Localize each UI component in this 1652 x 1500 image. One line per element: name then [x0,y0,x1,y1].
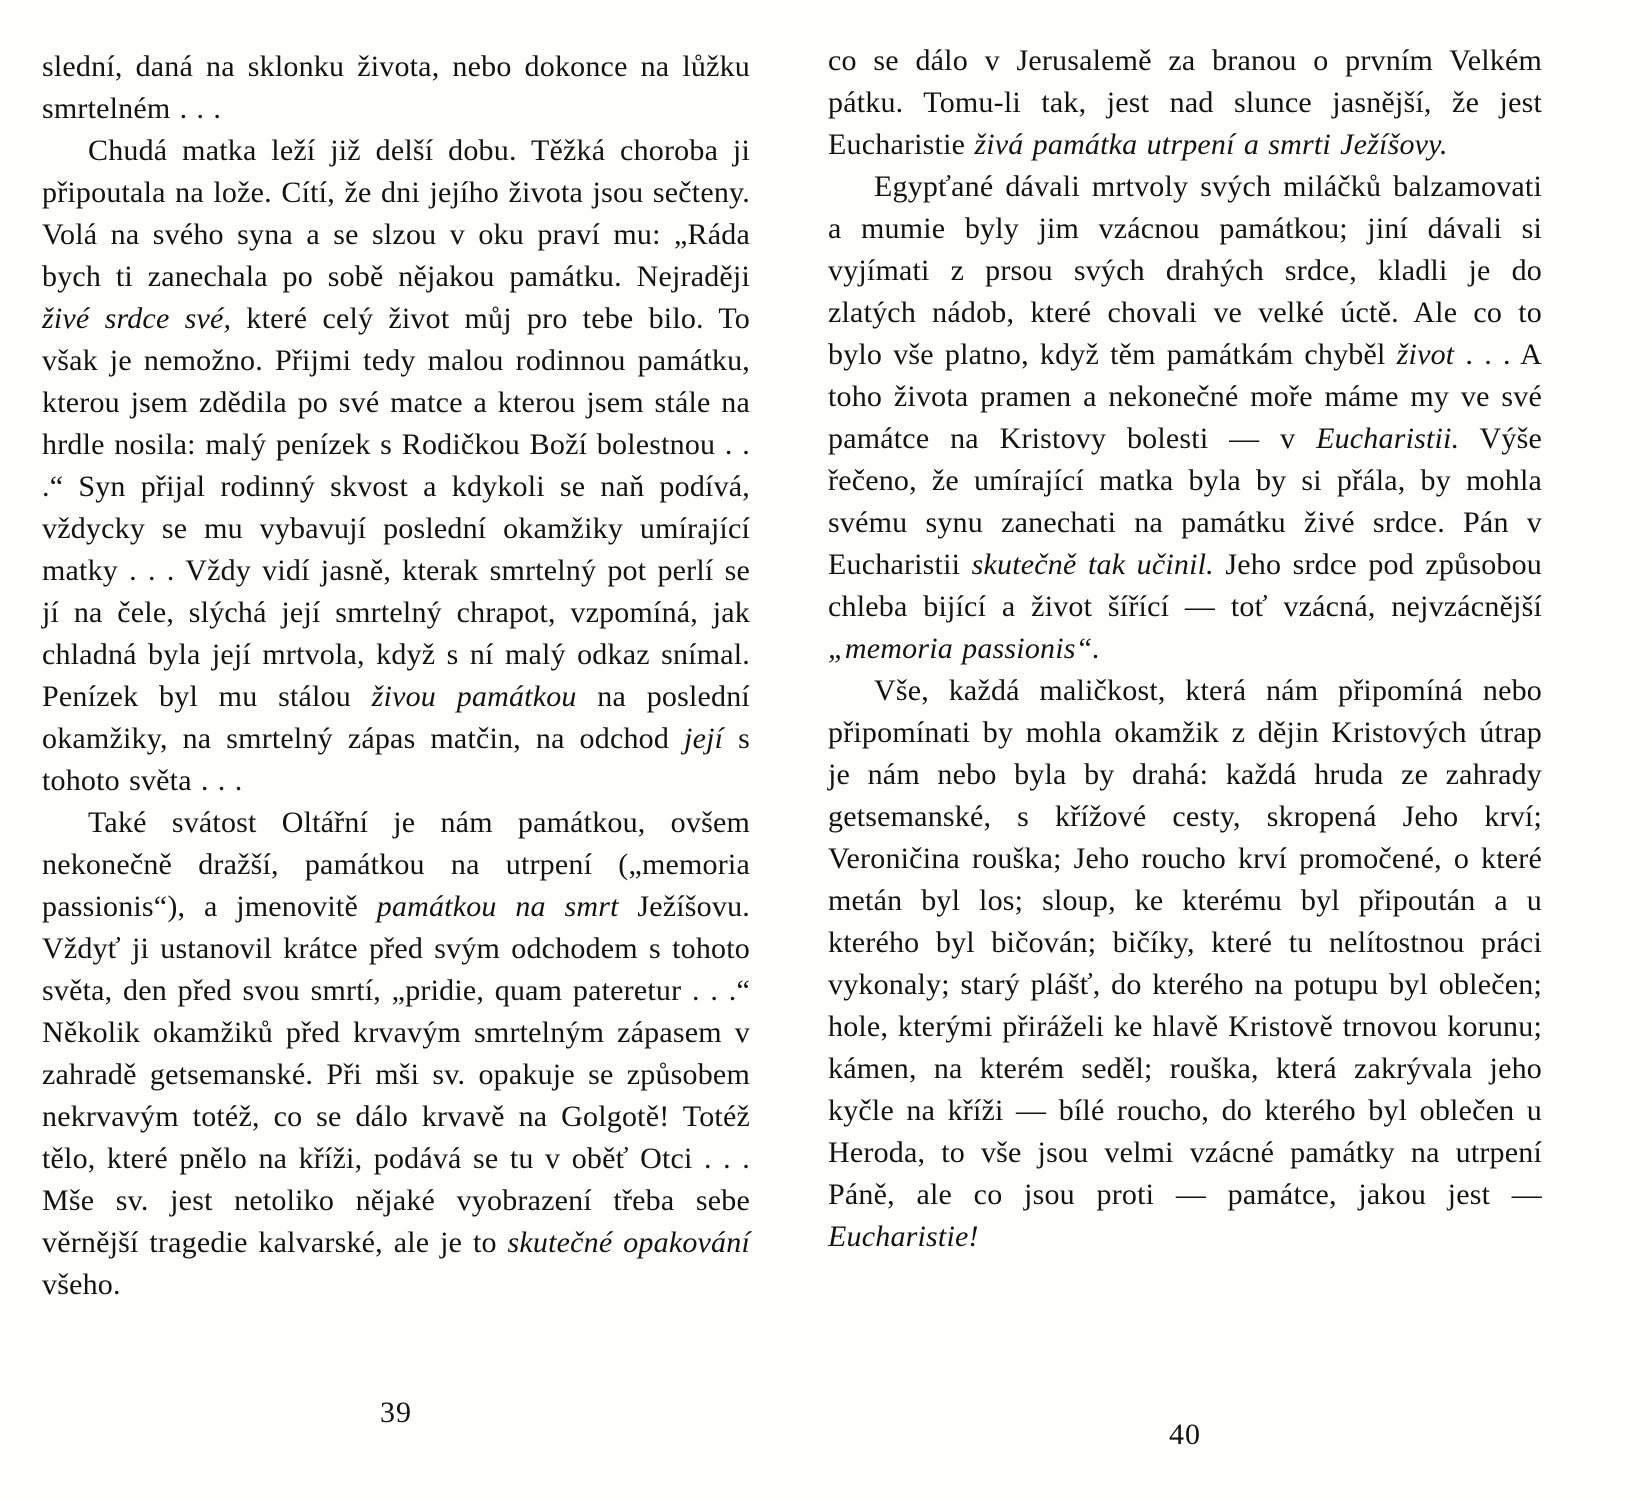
italic-text-run: její [684,722,724,755]
italic-text-run: Eucharistii. [1316,422,1460,455]
paragraph [828,166,1542,670]
text-run: s tohoto světa . . . [42,722,751,797]
italic-text-run: skutečné opakování [507,1226,750,1259]
paragraph [42,46,750,130]
italic-text-run: živá památka utrpení a smrti Ježíšovy. [974,128,1448,161]
text-run: všeho. [42,1268,121,1301]
page-right [828,0,1542,1500]
text-run: Chudá matka leží již delší dobu. Těžká choroba ji připoutala na lože. Cítí, že dni jejího života jsou sečteny. Volá na svého syna a se slzou v oku praví mu: „Ráda bych ti zanechala po sobě nějakou památku. Nejraději [42,134,750,293]
text-run: Jeho srdce pod způsobou chleba bijící a život šířící — toť vzácná, nejvzácnější [828,548,1542,623]
paragraph [42,802,750,1306]
paragraph [828,670,1542,1258]
text-run: Ježíšovu. Vždyť ji ustanovil krátce před svým odchodem s tohoto světa, den před svou smrtí, „pridie, quam pateretur . . .“ Několik okamžiků před krvavým smrtelným zápasem v zahradě getsemanské. Při mši sv. opakuje se způsobem nekrvavým totéž, co se dálo krvavě na Golgotě! Totéž tělo, které pnělo na kříži, podává se tu v oběť Otci . . . Mše sv. jest netoliko nějaké vyobrazení třeba sebe věrnější tragedie kalvarské, ale je to [42,890,750,1259]
page-left [42,0,750,1500]
page-right-number: 40 [1169,1418,1201,1451]
italic-text-run: památkou na smrt [376,890,619,923]
italic-text-run: skutečně tak učinil. [971,548,1214,581]
italic-text-run: živé srdce své, [42,302,232,335]
italic-text-run: Eucharistie! [828,1220,979,1253]
paragraph [828,40,1542,166]
text-run: co se dálo v Jerusalemě za branou o prvním Velkém pátku. Tomu-li tak, jest nad slunce jasnější, že jest Eucharistie [828,44,1542,161]
page-right-text [828,40,1542,1258]
text-run: slední, daná na sklonku života, nebo dokonce na lůžku smrtelném . . . [42,50,750,125]
text-run: které celý život můj pro tebe bilo. To však je nemožno. Přijmi tedy malou rodinnou památku, kterou jsem zdědila po své matce a kterou jsem stále na hrdle nosila: malý penízek s Rodičkou Boží bolestnou . . .“ Syn přijal rodinný skvost a kdykoli se naň podívá, vždycky se mu vybavují poslední okamžiky umírající matky . . . Vždy vidí jasně, kterak smrtelný pot perlí se jí na čele, slýchá její smrtelný chrapot, vzpomíná, jak chladná byla její mrtvola, když s ní malý odkaz snímal. Penízek byl mu stálou [42,302,750,713]
text-run: . . . A toho života pramen a nekonečné moře máme my ve své památce na Kristovy bolesti — v [828,338,1542,455]
text-run: Vše, každá maličkost, která nám připomíná nebo připomínati by mohla okamžik z dějin Kristových útrap je nám nebo byla by drahá: každá hruda ze zahrady getsemanské, s křížové cesty, skropená Jeho krví; Veroničina rouška; Jeho roucho krví promočené, o které metán byl los; sloup, ke kterému byl připoután a u kterého byl bičován; bičíky, které tu nelítostnou práci vykonaly; starý plášť, do kterého na potupu byl oblečen; hole, kterými přiráželi ke hlavě Kristově trnovou korunu; kámen, na kterém seděl; rouška, která zakrývala jeho kyčle na kříži — bílé roucho, do kterého byl oblečen u Heroda, to vše jsou velmi vzácné památky na utrpení Páně, ale co jsou proti — památce, jakou jest — [828,674,1542,1211]
italic-text-run: „memoria passionis“. [828,632,1101,665]
text-run: Také svátost Oltářní je nám památkou, ovšem nekonečně dražší, památkou na utrpení („memoria passionis“), a jmenovitě [42,806,750,923]
paragraph [42,130,750,802]
page-left-text [42,46,750,1306]
text-run: na poslední okamžiky, na smrtelný zápas matčin, na odchod [42,680,750,755]
text-run: Egypťané dávali mrtvoly svých miláčků balzamovati a mumie byly jim vzácnou památkou; jiní dávali si vyjímati z prsou svých drahých srdce, kladli je do zlatých nádob, které chovali ve velké úctě. Ale co to bylo vše platno, když těm památkám chyběl [828,170,1542,371]
italic-text-run: život [1396,338,1455,371]
italic-text-run: živou památkou [371,680,577,713]
text-run: Výše řečeno, že umírající matka byla by si přála, by mohla svému synu zanechati na památku živé srdce. Pán v Eucharistii [828,422,1542,581]
page-left-number: 39 [380,1396,412,1429]
